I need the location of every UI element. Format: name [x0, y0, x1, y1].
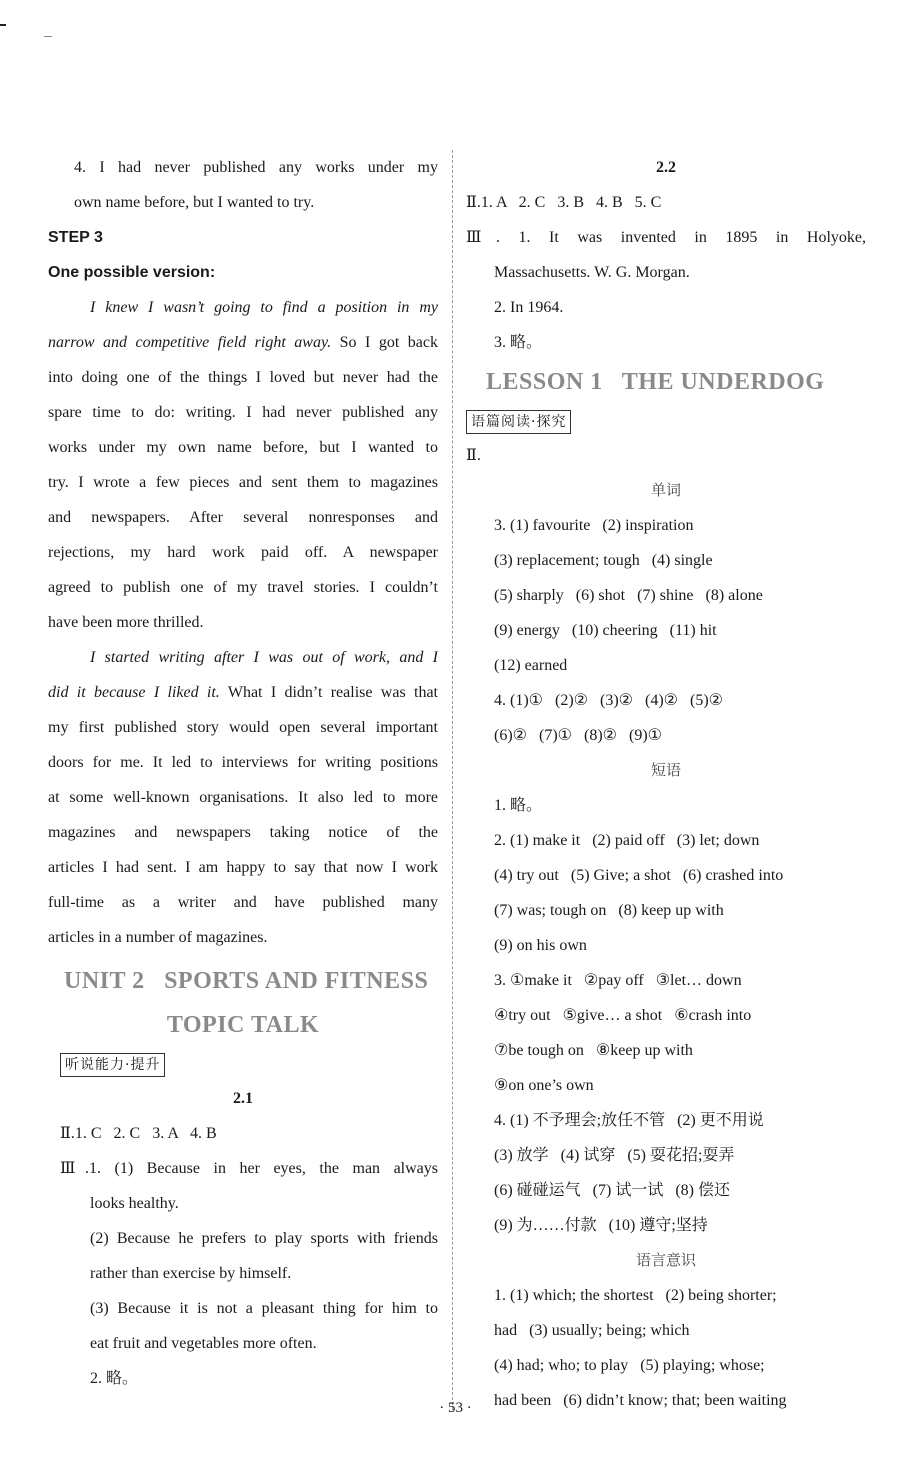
answers-2-1-III-3: (3) Because it is not a pleasant thing for him to	[90, 1300, 438, 1317]
page-number: · 53 ·	[439, 1400, 472, 1416]
phrases-line: 2. (1) make it (2) paid off (3) let; down	[494, 832, 760, 849]
answers-2-2-II: Ⅱ.1. A 2. C 3. B 4. B 5. C	[466, 194, 662, 211]
paragraph-line: try. I wrote a few pieces and sent them to magazines	[48, 474, 438, 491]
paragraph-line: at some well-known organisations. It also led to more	[48, 789, 438, 806]
paragraph-line: narrow and competitive field right away. So I got back	[48, 334, 438, 351]
paragraph-line: articles I had sent. I am happy to say that now I work	[48, 859, 438, 876]
words-heading: 单词	[650, 481, 681, 499]
language-line: (4) had; who; to play (5) playing; whose;	[494, 1357, 765, 1374]
paragraph-line: into doing one of the things I loved but never had the	[48, 369, 438, 386]
paragraph-line	[48, 675, 438, 710]
answers-2-2-III-3: 3. 略。	[494, 334, 543, 351]
paragraph-line-italic: did it because I liked it.	[48, 684, 220, 701]
phrases-line: (9) 为……付款 (10) 遵守;坚持	[494, 1217, 708, 1234]
paragraph-line: my first published story would open several important	[48, 719, 438, 736]
section-2-1-heading: 2.1	[233, 1090, 253, 1107]
phrases-line: ⑦be tough on ⑧keep up with	[494, 1042, 693, 1059]
crop-mark	[44, 36, 52, 37]
paragraph-line: spare time to do: writing. I had never published any	[48, 404, 438, 421]
answer-item-4-cont: own name before, but I wanted to try.	[74, 194, 315, 211]
sample-paragraph-1	[48, 290, 438, 640]
paragraph-line: rejections, my hard work paid off. A newspaper	[48, 544, 438, 561]
paragraph-line: magazines and newspapers taking notice of the	[48, 824, 438, 841]
answers-2-1-III-1-cont: looks healthy.	[90, 1195, 179, 1212]
section-2-2-heading: 2.2	[656, 159, 676, 176]
answers-2-1-III-1: Ⅲ.1. (1) Because in her eyes, the man always	[60, 1160, 438, 1177]
paragraph-line: and newspapers. After several nonresponses and	[48, 509, 438, 526]
answers-2-2-III-2: 2. In 1964.	[494, 299, 564, 316]
unit-title: UNIT 2 SPORTS AND FITNESS	[64, 968, 429, 994]
phrases-line: (7) was; tough on (8) keep up with	[494, 902, 724, 919]
topic-talk-title: TOPIC TALK	[166, 1012, 320, 1038]
answers-2-1-II: Ⅱ.1. C 2. C 3. A 4. B	[60, 1125, 217, 1142]
paragraph-line: agreed to publish one of my travel stories. I couldn’t	[48, 579, 438, 596]
phrases-line: (9) on his own	[494, 937, 587, 954]
phrases-line: ⑨on one’s own	[494, 1077, 594, 1094]
words-line: 4. (1)① (2)② (3)② (4)② (5)②	[494, 692, 723, 709]
paragraph-line: I started writing after I was out of work, and I	[90, 649, 438, 666]
possible-version-heading: One possible version:	[48, 264, 216, 281]
answers-2-1-item-2: 2. 略。	[90, 1370, 139, 1387]
phrases-line: ④try out ⑤give… a shot ⑥crash into	[494, 1007, 752, 1024]
right-column	[466, 150, 866, 1418]
answers-2-2-III-1: Ⅲ. 1. It was invented in 1895 in Holyoke,	[466, 229, 866, 246]
words-line: (12) earned	[494, 657, 568, 674]
paragraph-line: doors for me. It led to interviews for writing positions	[48, 754, 438, 771]
crop-mark	[0, 24, 6, 26]
language-line: had been (6) didn’t know; that; been waiting	[494, 1392, 787, 1409]
sample-paragraph-2	[48, 640, 438, 955]
words-line: (5) sharply (6) shot (7) shine (8) alone	[494, 587, 763, 604]
lesson-title: LESSON 1 THE UNDERDOG	[486, 369, 825, 395]
paragraph-line: articles in a number of magazines.	[48, 929, 268, 946]
phrases-line: (3) 放学 (4) 试穿 (5) 耍花招;耍弄	[494, 1147, 735, 1164]
answers-2-1-III-3-cont: eat fruit and vegetables more often.	[90, 1335, 317, 1352]
column-divider	[452, 150, 453, 1410]
answer-item-4: 4. I had never published any works under my	[74, 159, 438, 176]
section-label-box: 听说能力·提升	[60, 1053, 165, 1077]
language-line: 1. (1) which; the shortest (2) being shorter;	[494, 1287, 777, 1304]
answers-2-2-III-1-cont: Massachusetts. W. G. Morgan.	[494, 264, 690, 281]
words-line: (3) replacement; tough (4) single	[494, 552, 713, 569]
phrases-line: 1. 略。	[494, 797, 543, 814]
paragraph-line-rest: What I didn’t realise was that	[219, 684, 438, 701]
answers-2-1-III-2: (2) Because he prefers to play sports with friends	[90, 1230, 438, 1247]
language-line: had (3) usually; being; which	[494, 1322, 690, 1339]
phrases-line: 3. ①make it ②pay off ③let… down	[494, 972, 742, 989]
section-label-box: 语篇阅读·探究	[466, 410, 571, 434]
left-column	[48, 150, 438, 1396]
paragraph-line-italic: narrow and competitive field right away.	[48, 334, 332, 351]
step3-heading: STEP 3	[48, 229, 103, 246]
roman-II: Ⅱ.	[466, 447, 481, 464]
words-line: (6)② (7)① (8)② (9)①	[494, 727, 662, 744]
paragraph-line: I knew I wasn’t going to find a position in my	[90, 299, 438, 316]
paragraph-line: works under my own name before, but I wanted to	[48, 439, 438, 456]
words-line: 3. (1) favourite (2) inspiration	[494, 517, 694, 534]
paragraph-line: have been more thrilled.	[48, 614, 204, 631]
answers-2-1-III-2-cont: rather than exercise by himself.	[90, 1265, 292, 1282]
paragraph-line: full-time as a writer and have published many	[48, 894, 438, 911]
phrases-line: 4. (1) 不予理会;放任不管 (2) 更不用说	[494, 1112, 764, 1129]
phrases-line: (6) 碰碰运气 (7) 试一试 (8) 偿还	[494, 1182, 730, 1199]
words-line: (9) energy (10) cheering (11) hit	[494, 622, 717, 639]
language-awareness-heading: 语言意识	[635, 1251, 696, 1269]
phrases-line: (4) try out (5) Give; a shot (6) crashed into	[494, 867, 784, 884]
phrases-heading: 短语	[650, 761, 681, 779]
